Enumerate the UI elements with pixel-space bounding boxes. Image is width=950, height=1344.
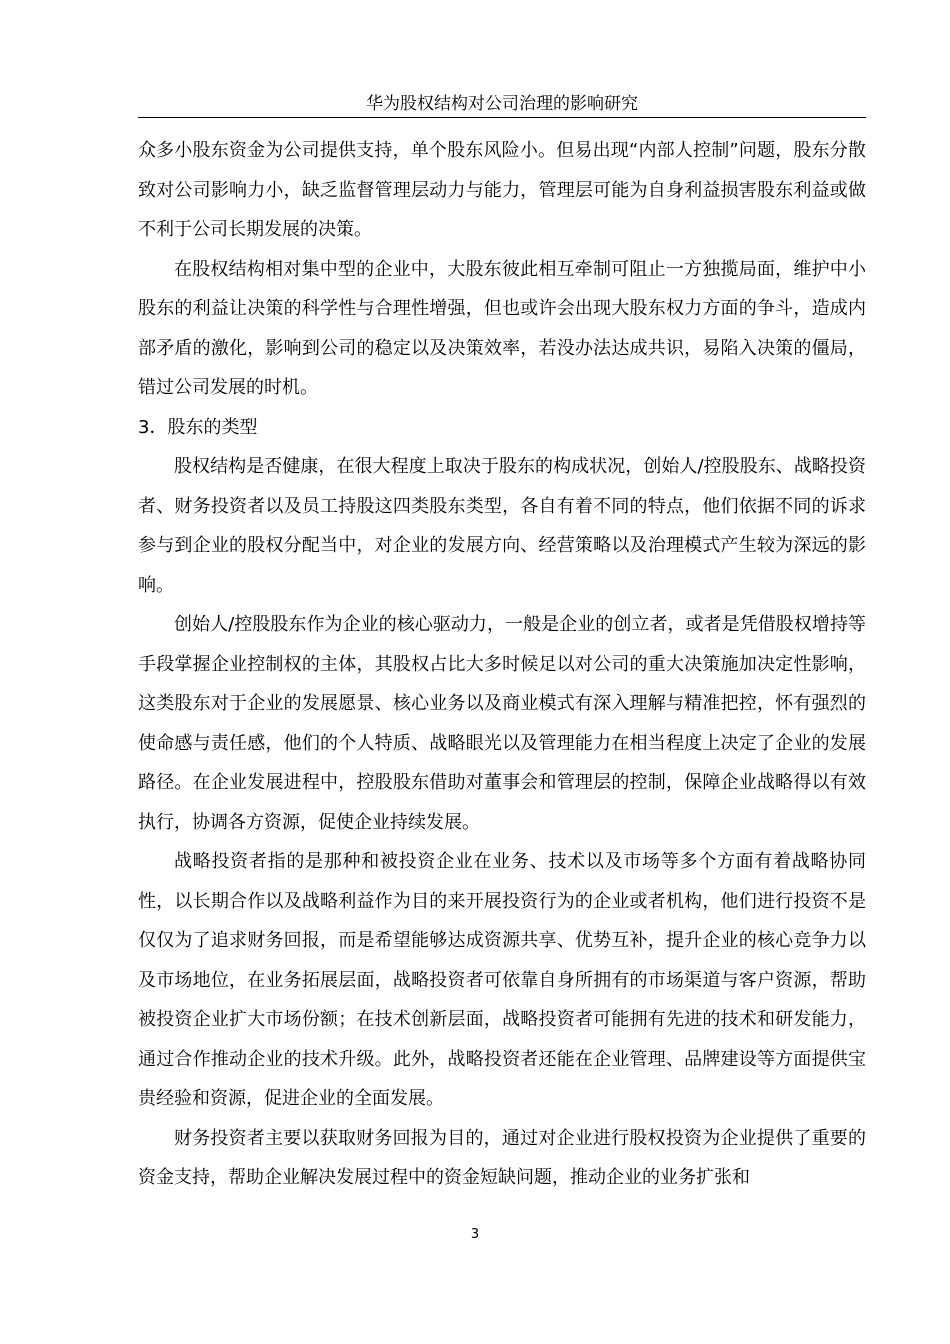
paragraph: 在股权结构相对集中型的企业中，大股东彼此相互牵制可阻止一方独揽局面，维护中小股东的利益让决策的科学性与合理性增强，但也或许会出现大股东权力方面的争斗，造成内部矛盾的激化，影响到公司的稳定以及决策效率，若没办法达成共识，易陷入决策的僵局，错过公司发展的时机。 [138, 258, 866, 398]
page-number: 3 [470, 1227, 480, 1242]
paragraph: 财务投资者主要以获取财务回报为目的，通过对企业进行股权投资为企业提供了重要的资金支持，帮助企业解决发展过程中的资金短缺问题，推动企业的业务扩张和 [138, 1127, 866, 1188]
paragraph: 战略投资者指的是那种和被投资企业在业务、技术以及市场等多个方面有着战略协同性，以长期合作以及战略利益作为目的来开展投资行为的企业或者机构，他们进行投资不是仅仅为了追求财务回报，而是希望能够达成资源共享、优势互补，提升企业的核心竞争力以及市场地位，在业务拓展层面，战略投资者可依靠自身所拥有的市场渠道与客户资源，帮助被投资企业扩大市场份额；在技术创新层面，战略投资者可能拥有先进的技术和研发能力，通过合作推动企业的技术升级。此外，战略投资者还能在企业管理、品牌建设等方面提供宝贵经验和资源，促进企业的全面发展。 [138, 851, 866, 1109]
section-heading: 3．股东的类型 [138, 416, 258, 438]
header-divider [138, 117, 866, 118]
paragraph-continuation: 众多小股东资金为公司提供支持，单个股东风险小。但易出现“内部人控制”问题，股东分散致对公司影响力小，缺乏监督管理层动力与能力，管理层可能为自身利益损害股东利益或做不利于公司长期发展的决策。 [138, 140, 866, 240]
paragraph: 创始人/控股股东作为企业的核心驱动力，一般是企业的创立者，或者是凭借股权增持等手段掌握企业控制权的主体，其股权占比大多时候足以对公司的重大决策施加决定性影响，这类股东对于企业的发展愿景、核心业务以及商业模式有深入理解与精准把控，怀有强烈的使命感与责任感，他们的个人特质、战略眼光以及管理能力在相当程度上决定了企业的发展路径。在企业发展进程中，控股股东借助对董事会和管理层的控制，保障企业战略得以有效执行，协调各方资源，促使企业持续发展。 [138, 614, 866, 833]
paragraph: 股权结构是否健康，在很大程度上取决于股东的构成状况，创始人/控股股东、战略投资者、财务投资者以及员工持股这四类股东类型，各自有着不同的特点，他们依据不同的诉求参与到企业的股权分配当中，对企业的发展方向、经营策略以及治理模式产生较为深远的影响。 [138, 456, 866, 596]
body-text [138, 131, 866, 1198]
running-header-title: 华为股权结构对公司治理的影响研究 [366, 94, 638, 114]
